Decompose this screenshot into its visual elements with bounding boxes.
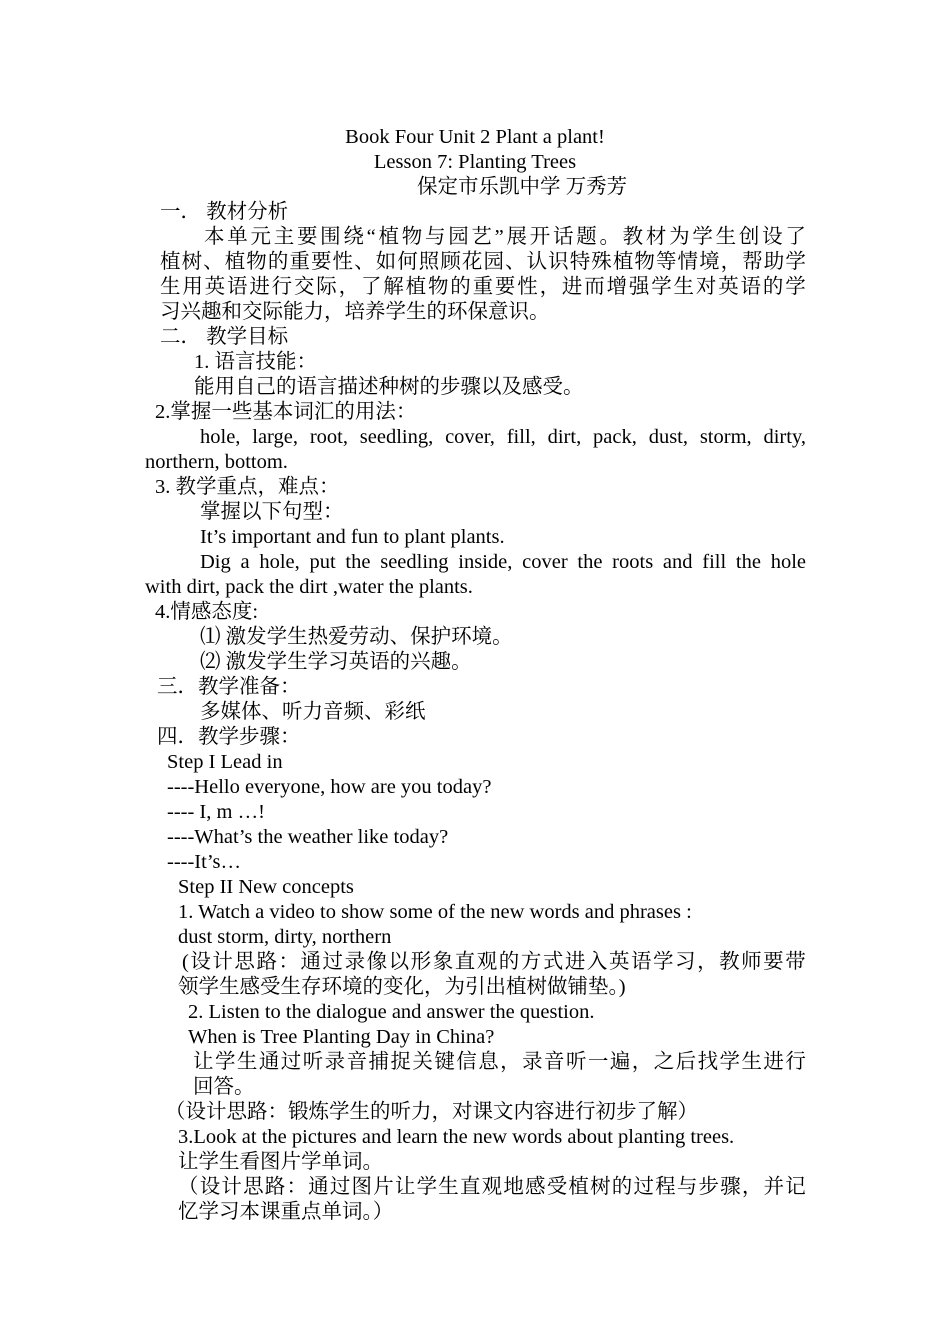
dialogue-line: ----What’s the weather like today? bbox=[167, 826, 449, 848]
lesson-title: Lesson 7: Planting Trees bbox=[373, 151, 577, 173]
section-heading-preparation: 三．教学准备： bbox=[157, 676, 301, 698]
analysis-para-line: 习兴趣和交际能力，培养学生的环保意识。 bbox=[160, 301, 550, 323]
vocab-list: hole, large, root, seedling, cover, fill, dirt, pack, dust, storm, dirty, bbox=[200, 426, 806, 448]
activity-item: 1. Watch a video to show some of the new words and phrases : bbox=[178, 901, 692, 923]
skill-heading: 1. 语言技能： bbox=[194, 351, 317, 373]
step-heading: Step II New concepts bbox=[178, 876, 354, 898]
sentence-pattern-cont: with dirt, pack the dirt ,water the plants. bbox=[145, 576, 473, 598]
analysis-para-line: 本 单 元 主 要 围 绕 “ 植 物 与 园 艺 ” 展 开 话 题 。 教 材 为 学 生 创 设 了 bbox=[204, 226, 806, 248]
sentence-pattern: Dig a hole, put the seedling inside, cover the roots and fill the hole bbox=[200, 551, 806, 573]
document-title: Book Four Unit 2 Plant a plant! bbox=[345, 126, 605, 148]
vocab-heading: 2.掌握一些基本词汇的用法： bbox=[155, 401, 417, 423]
activity-text: 让学生看图片学单词。 bbox=[178, 1151, 383, 1173]
dialogue-line: ----Hello everyone, how are you today? bbox=[167, 776, 492, 798]
dialogue-line: ---- I, m …! bbox=[167, 801, 265, 823]
activity-text: 让 学 生 通 过 听 录 音 捕 捉 关 键 信 息 ， 录 音 听 一 遍 ， 之 后 找 学 生 进 行 bbox=[193, 1051, 806, 1073]
design-note: （设计思路：锻炼学生的听力，对课文内容进行初步了解） bbox=[165, 1101, 698, 1123]
design-note: ( 设 计 思 路 ： 通 过 录 像 以 形 象 直 观 的 方 式 进 入 英 语 学 习 ， 教 师 要 带 bbox=[182, 951, 806, 973]
analysis-para-line: 植 树 、 植 物 的 重 要 性 、 如 何 照 顾 花 园 、 认 识 特 殊 植 物 等 情 境 ， 帮 助 学 bbox=[160, 251, 806, 273]
activity-text-cont: 回答。 bbox=[193, 1076, 255, 1098]
step-heading: Step I Lead in bbox=[167, 751, 283, 773]
analysis-para-line: 生 用 英 语 进 行 交 际 ， 了 解 植 物 的 重 要 性 ， 进 而 增 强 学 生 对 英 语 的 学 bbox=[160, 276, 806, 298]
design-note-cont: 领学生感受生存环境的变化，为引出植树做铺垫。) bbox=[178, 976, 626, 998]
attitude-item: ⑴ 激发学生热爱劳动、保护环境。 bbox=[200, 626, 513, 648]
activity-question: When is Tree Planting Day in China? bbox=[188, 1026, 495, 1048]
preparation-text: 多媒体、听力音频、彩纸 bbox=[200, 701, 426, 723]
author-line: 保定市乐凯中学 万秀芳 bbox=[417, 176, 628, 198]
vocab-list-cont: northern, bottom. bbox=[145, 451, 288, 473]
activity-words: dust storm, dirty, northern bbox=[178, 926, 392, 948]
section-heading-analysis: 一． 教材分析 bbox=[160, 201, 289, 223]
section-heading-steps: 四．教学步骤： bbox=[157, 726, 301, 748]
section-heading-key-points: 3. 教学重点，难点： bbox=[155, 476, 340, 498]
sentence-pattern: It’s important and fun to plant plants. bbox=[200, 526, 505, 548]
dialogue-line: ----It’s… bbox=[167, 851, 242, 873]
design-note: （ 设 计 思 路 ： 通 过 图 片 让 学 生 直 观 地 感 受 植 树 的 过 程 与 步 骤 ， 并 记 bbox=[178, 1176, 806, 1198]
attitude-item: ⑵ 激发学生学习英语的兴趣。 bbox=[200, 651, 472, 673]
activity-item: 3.Look at the pictures and learn the new words about planting trees. bbox=[178, 1126, 735, 1148]
design-note-cont: 忆学习本课重点单词。） bbox=[178, 1201, 394, 1223]
section-heading-objectives: 二． 教学目标 bbox=[160, 326, 289, 348]
activity-item: 2. Listen to the dialogue and answer the question. bbox=[188, 1001, 595, 1023]
key-points-sub: 掌握以下句型： bbox=[200, 501, 344, 523]
skill-text: 能用自己的语言描述种树的步骤以及感受。 bbox=[194, 376, 584, 398]
section-heading-attitude: 4.情感态度: bbox=[155, 601, 259, 623]
